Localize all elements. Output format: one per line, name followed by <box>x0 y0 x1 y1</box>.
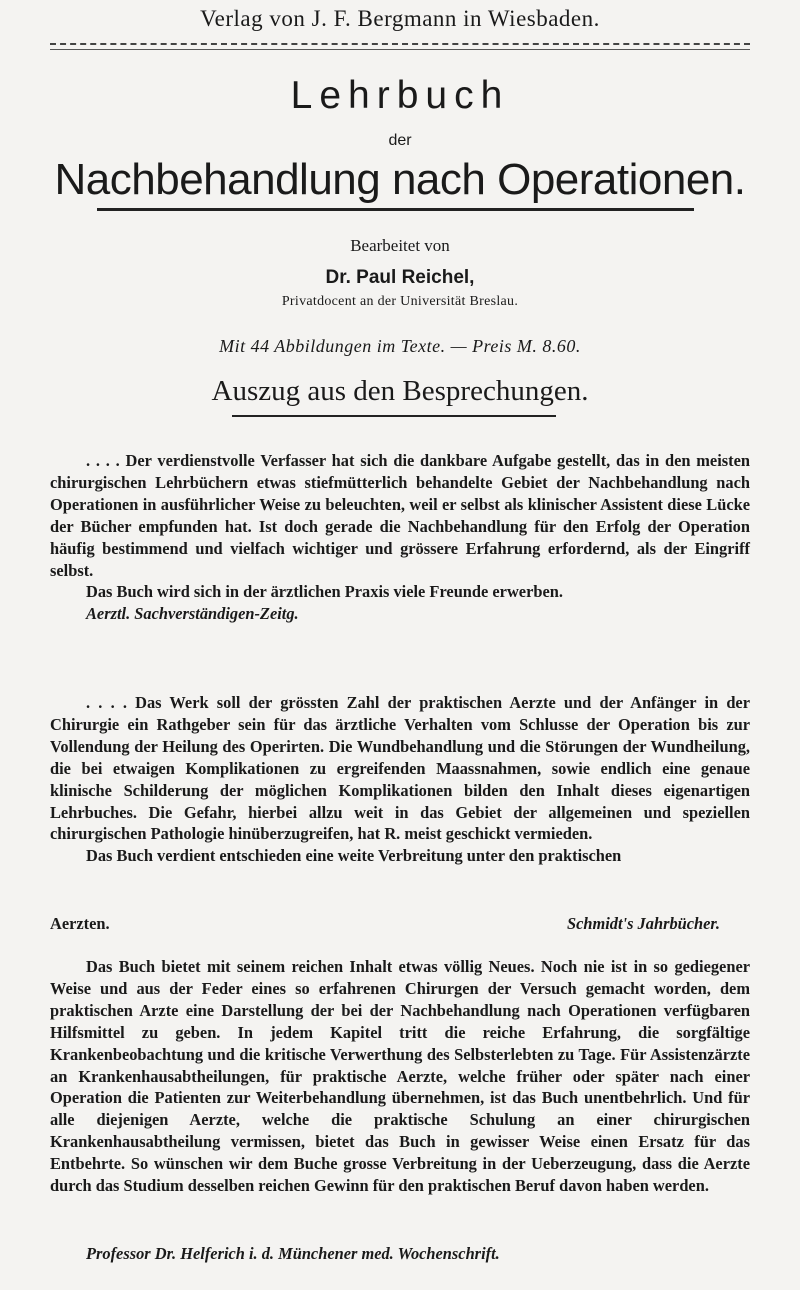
review-last-line: Aerzten. <box>50 914 110 933</box>
review-1 <box>50 450 750 625</box>
review-paragraph: . . . . Der verdienstvolle Verfasser hat sich die dankbare Aufgabe gestellt, das in den meisten chirurgischen Lehrbüchern etwas stiefmütterlich behandelte Gebiet der Nachbehandlung nach Operationen in ausführlicher Weise zu beleuchten, weil er selbst als klinischer Assistent diese Lücke der Bücher empfunden hat. Ist doch gerade die Nachbehandlung für den Erfolg der Operation häufig bestimmend und vielfach wichtiger und grössere Erfahrung erfordernd, als der Eingriff selbst. <box>50 451 750 580</box>
author-affiliation: Privatdocent an der Universität Breslau. <box>281 294 519 309</box>
header-rule <box>50 43 750 45</box>
review-paragraph: Das Buch verdient entschieden eine weite Verbreitung unter den praktischen <box>86 846 622 866</box>
review-paragraph: Das Buch wird sich in der ärztlichen Praxis viele Freunde erwerben. <box>86 582 563 602</box>
author-name: Dr. Paul Reichel, <box>325 267 475 288</box>
review-source: Schmidt's Jahrbücher. <box>566 914 720 933</box>
edited-by: Bearbeitet von <box>350 236 450 255</box>
review-paragraph: . . . . Das Werk soll der grössten Zahl der praktischen Aerzte und der Anfänger in der Chirurgie ein Rathgeber sein für das ärztliche Verhalten vom Schlusse der Operation bis zur Vollendung der Heilung des Operirten. Die Wundbehandlung und die Störungen der Wundheilung, die bei etwaigen Komplikationen zu ergreifenden Maassnahmen, sowie endlich eine genaue klinische Schilderung der möglichen Komplikationen bilden den Inhalt dieses eigenartigen Lehrbuches. Die Gefahr, hierbei allzu weit in das Gebiet der allgemeinen und speziellen chirurgischen Pathologie hinüberzugreifen, hat R. meist geschickt vermieden. <box>50 693 750 844</box>
review-source: Aerztl. Sachverständigen-Zeitg. <box>86 604 299 624</box>
title-underline <box>97 208 694 211</box>
section-heading: Auszug aus den Besprechungen. <box>211 375 589 407</box>
section-underline <box>232 415 556 417</box>
review-source: Professor Dr. Helferich i. d. Münchener med. Wochenschrift. <box>86 1244 500 1263</box>
publisher-line: Verlag von J. F. Bergmann in Wiesbaden. <box>200 6 600 31</box>
header-rule-thin <box>50 49 750 50</box>
book-details: Mit 44 Abbildungen im Texte. — Preis M. 8.60. <box>219 336 581 356</box>
review-paragraph: Das Buch bietet mit seinem reichen Inhalt etwas völlig Neues. Noch nie ist in so gediegener Weise und aus der Feder eines so erfahrenen Chirurgen der Versuch gemacht worden, dem praktischen Arzte eine Darstellung der bei der Nachbehandlung nach Operationen verfügbaren Hilfsmittel zu geben. In jedem Kapitel tritt die reiche Erfahrung, die sorgfältige Krankenbeobachtung und die kritische Verwerthung des Selbsterlebten zu Tage. Für Assistenzärzte an Krankenhausabtheilungen, für praktische Aerzte, welche früher oder später nach einer Operation die Patienten zur Weiterbehandlung übernehmen, ist das Buch unentbehrlich. Und für alle diejenigen Aerzte, welche die praktische Schulung an einer chirurgischen Krankenhausabtheilung vermissen, bietet das Buch in gewisser Weise einen Ersatz für das Entbehrte. So wünschen wir dem Buche grosse Verbreitung in der Ueberzeugung, dass die Aerzte durch das Studium desselben reichen Gewinn für den praktischen Beruf davon haben werden. <box>50 957 750 1196</box>
review-3 <box>50 956 750 1197</box>
kicker-title: Lehrbuch <box>290 74 510 117</box>
book-title: Nachbehandlung nach Operationen. <box>54 155 746 204</box>
review-2 <box>50 692 750 867</box>
connector-word: der <box>388 132 412 149</box>
